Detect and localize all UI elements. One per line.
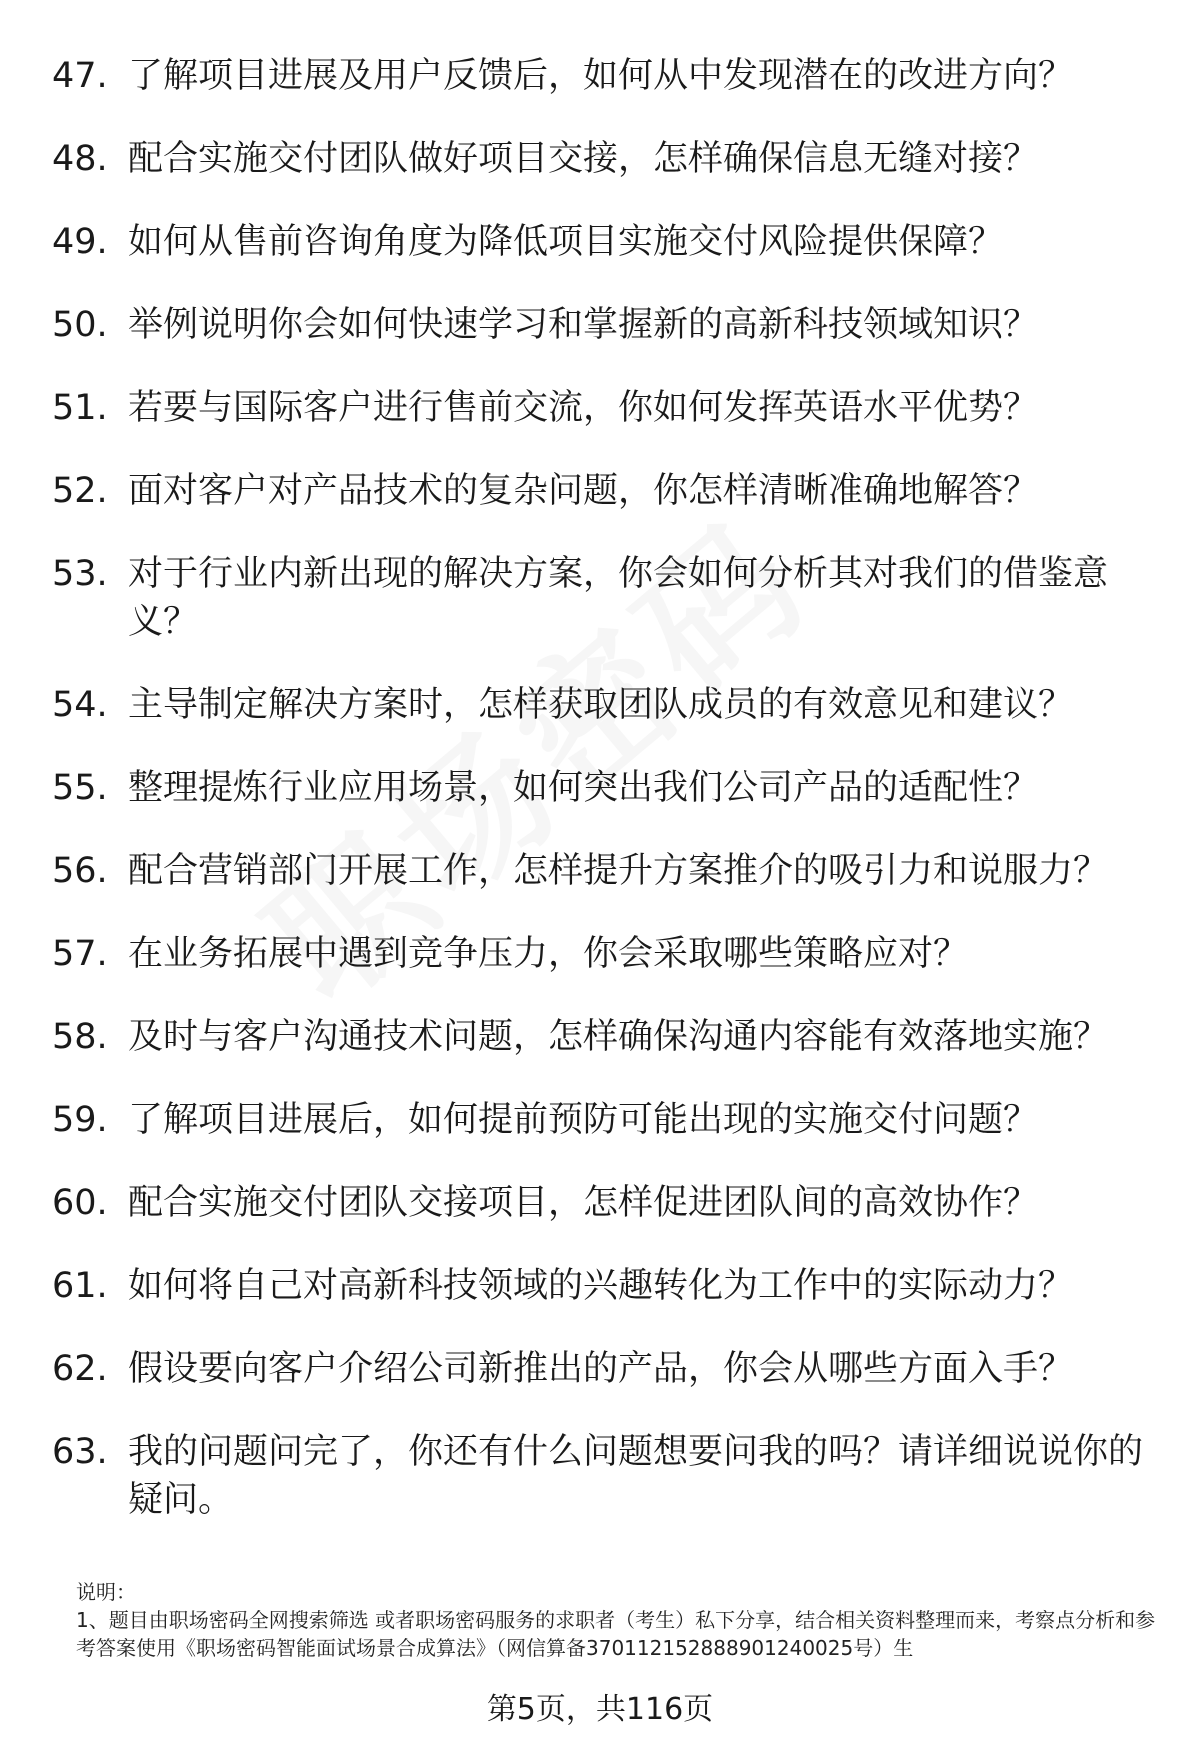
list-item (52, 1428, 1152, 1524)
notes-section (76, 1578, 1156, 1662)
question-number: 51. (52, 388, 108, 428)
question-number: 50. (52, 305, 108, 345)
question-text: 对于行业内新出现的解决方案，你会如何分析其对我们的借鉴意义？ (128, 554, 1109, 642)
question-number: 61. (52, 1266, 108, 1306)
question-text: 了解项目进展及用户反馈后，如何从中发现潜在的改进方向？ (128, 56, 1074, 96)
list-item (52, 550, 1152, 646)
list-item (52, 135, 1152, 183)
question-number: 48. (52, 139, 108, 179)
question-number: 58. (52, 1017, 108, 1057)
notes-line: 1、题目由职场密码全网搜索筛选 或者职场密码服务的求职者（考生）私下分享，结合相关资料整理而来，考察点分析和参考答案使用《职场密码智能面试场景合成算法》（网信算备370112152888901240025号）生 (76, 1608, 1156, 1660)
question-text: 我的问题问完了，你还有什么问题想要问我的吗？请详细说说你的疑问。 (128, 1432, 1144, 1520)
question-number: 63. (52, 1432, 108, 1472)
question-text: 在业务拓展中遇到竞争压力，你会采取哪些策略应对？ (128, 934, 969, 974)
list-item (52, 467, 1152, 515)
question-text: 如何将自己对高新科技领域的兴趣转化为工作中的实际动力？ (128, 1266, 1074, 1306)
question-text: 假设要向客户介绍公司新推出的产品，你会从哪些方面入手？ (128, 1349, 1074, 1389)
list-item (52, 384, 1152, 432)
list-item (52, 1179, 1152, 1227)
question-text: 主导制定解决方案时，怎样获取团队成员的有效意见和建议？ (128, 685, 1074, 725)
question-number: 57. (52, 934, 108, 974)
question-text: 举例说明你会如何快速学习和掌握新的高新科技领域知识？ (128, 305, 1039, 345)
question-number: 59. (52, 1100, 108, 1140)
list-item (52, 930, 1152, 978)
question-text: 了解项目进展后，如何提前预防可能出现的实施交付问题？ (128, 1100, 1039, 1140)
question-text: 配合实施交付团队做好项目交接，怎样确保信息无缝对接？ (128, 139, 1039, 179)
list-item (52, 1096, 1152, 1144)
notes-title: 说明： (76, 1580, 136, 1604)
question-text: 如何从售前咨询角度为降低项目实施交付风险提供保障？ (128, 222, 1004, 262)
question-text: 及时与客户沟通技术问题，怎样确保沟通内容能有效落地实施？ (128, 1017, 1109, 1057)
page-footer: 第5页，共116页 (486, 1692, 714, 1727)
list-item (52, 764, 1152, 812)
list-item (52, 52, 1152, 100)
list-item (52, 1013, 1152, 1061)
question-number: 55. (52, 768, 108, 808)
list-item (52, 301, 1152, 349)
question-text: 配合营销部门开展工作，怎样提升方案推介的吸引力和说服力？ (128, 851, 1109, 891)
list-item (52, 218, 1152, 266)
list-item (52, 681, 1152, 729)
list-item (52, 1262, 1152, 1310)
question-list (52, 52, 1152, 1559)
question-number: 56. (52, 851, 108, 891)
question-text: 配合实施交付团队交接项目，怎样促进团队间的高效协作？ (128, 1183, 1039, 1223)
question-text: 整理提炼行业应用场景，如何突出我们公司产品的适配性？ (128, 768, 1039, 808)
list-item (52, 1345, 1152, 1393)
question-number: 52. (52, 471, 108, 511)
list-item (52, 847, 1152, 895)
question-text: 若要与国际客户进行售前交流，你如何发挥英语水平优势？ (128, 388, 1039, 428)
question-number: 62. (52, 1349, 108, 1389)
question-number: 54. (52, 685, 108, 725)
question-number: 53. (52, 554, 108, 594)
question-text: 面对客户对产品技术的复杂问题，你怎样清晰准确地解答？ (128, 471, 1039, 511)
question-number: 60. (52, 1183, 108, 1223)
question-number: 47. (52, 56, 108, 96)
question-number: 49. (52, 222, 108, 262)
